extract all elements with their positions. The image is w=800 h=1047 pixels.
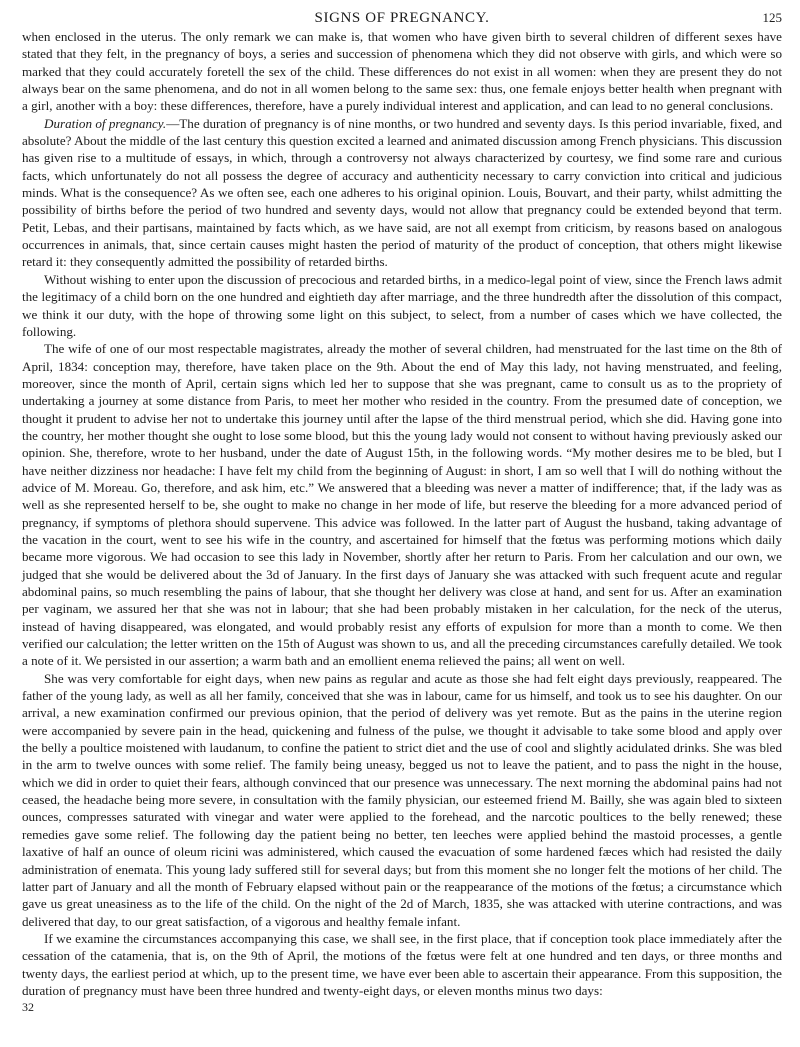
paragraph-text: She was very comfortable for eight days, when new pains as regular and acute as those she had felt eight days previously, reappeared. The father of the young lady, as well as all her family, conceived that she was in labour, came for us himself, and took us to see his daughter. On our arrival, a new examination confirmed our previous opinion, that the period of delivery was yet remote. But as the pains in the uterine region were accompanied by severe pain in the head, quickening and fulness of the pulse, we thought it advisable to take some blood and apply over the belly a poultice moistened with laudanum, to confine the patient to strict diet and the use of cool and slightly acidulated drinks. She was bled in the arm to twelve ounces with some relief. The family being uneasy, begged us not to leave the patient, and to pass the night in the house, which we did in order to quiet their fears, although convinced that our presence was unnecessary. The next morning the abdominal pains had not ceased, the headache being more severe, in consultation with the family physician, our esteemed friend M. Bailly, she was again bled to sixteen ounces, compresses saturated with vinegar and water were applied to the forehead, and the narcotic poultices to the belly renewed; these remedies gave some relief. The following day the patient being no better, ten leeches were applied behind the mastoid processes, a gentle laxative of half an ounce of oleum ricini was administered, which caused the evacuation of some hardened fæces which had resisted the daily administration of enemata. This young lady suffered still for several days; but from this moment she no longer felt the motions of her child. The latter part of January and all the month of February elapsed without pain or the reappearance of the motions of the fœtus; a circumstance which gave us great uneasiness as to the life of the child. On the night of the 2d of March, 1835, she was attacked with uterine contractions, and was delivered that day, to our great satisfaction, of a vigorous and healthy female infant. bbox=[22, 670, 782, 929]
signature-mark: 32 bbox=[22, 1000, 34, 1015]
paragraph bbox=[22, 271, 782, 340]
paragraph bbox=[22, 115, 782, 271]
paragraph-text: If we examine the circumstances accompanying this case, we shall see, in the first place, that if conception took place immediately after the cessation of the catamenia, that is, on the 9th of April, the motions of the fœtus were felt at one hundred and ten days, or three months and twenty days, the earliest period at which, up to the present time, we have ever been able to ascertain their appearance. From this supposition, the duration of pregnancy must have been three hundred and twenty-eight days, or eleven months minus two days: bbox=[22, 930, 782, 998]
paragraph bbox=[22, 28, 782, 115]
paragraph-text: The wife of one of our most respectable magistrates, already the mother of several children, had menstruated for the last time on the 8th of April, 1834: conception may, therefore, have taken place on the 9th. About the end of May this lady, not having menstruated, and feeling, moreover, since the month of April, certain signs which led her to suppose that she was pregnant, came to consult us as to the propriety of undertaking a journey at some distance from Paris, to meet her mother who resided in the country. From the presumed date of conception, we thought it prudent to advise her not to undertake this journey until after the lapse of the third menstrual period, which she did. Having gone into the country, her mother thought she ought to lose some blood, but this the young lady would not consent to without having previously asked our opinion. She, therefore, wrote to her husband, under the date of August 15th, in the following words. “My mother desires me to be bled, but I have neither dizziness nor headache: I have felt my child from the beginning of August: in short, I am so well that I will do nothing without the advice of M. Moreau. Go, therefore, and ask him, etc.” We answered that a bleeding was never a matter of indifference; that, if the lady was as well as she represented herself to be, she ought to make no change in her mode of life, but reserve the bleeding for a more advanced period of pregnancy, if symptoms of plethora should supervene. This advice was followed. In the latter part of August the husband, taking advantage of the vacation in the court, went to see his wife in the country, and ascertained for himself that the fœtus was performing motions which daily became more vigorous. We had occasion to see this lady in November, shortly after her return to Paris. From her calculation and our own, we judged that she would be delivered about the 3d of January. In the first days of January she was attacked with such frequent acute and regular abdominal pains, so much resembling the pains of labour, that she thought her delivery was close at hand, and sent for us. After an examination per vaginam, we assured her that she was not in labour; that she had been probably mistaken in her calculation, for the neck of the uterus, instead of having disappeared, was elongated, and would probably resist any efforts of expulsion for more than a month to come. We then verified our calculation; the letter written on the 15th of August was shown to us, and all the preceding circumstances carefully detailed. We took a note of it. We persisted in our assertion; a warm bath and an emollient enema relieved the pains; all went on well. bbox=[22, 341, 782, 669]
page-number: 125 bbox=[762, 10, 782, 25]
section-lead: Duration of pregnancy. bbox=[44, 115, 167, 131]
paragraph bbox=[22, 670, 782, 930]
paragraph bbox=[22, 340, 782, 670]
running-title: SIGNS OF PREGNANCY. bbox=[314, 10, 490, 26]
paragraph-text: when enclosed in the uterus. The only remark we can make is, that women who have given birth to several children of different sexes have stated that they felt, in the pregnancy of boys, a series and succession of phenomena which they did not observe with girls, and which were so marked that they could accurately foretell the sex of the child. These differences do not exist in all women: when they are present they do not always bear on the same phenomena, and do not in all women belong to the same sex: thus, one female enjoys better health when pregnant with a girl, another with a boy: these differences, therefore, have a purely individual interest and application, and can lead to no general conclusions. bbox=[22, 29, 782, 114]
paragraph-text: —The duration of pregnancy is of nine months, or two hundred and seventy days. Is this period invariable, fixed, and absolute? About the middle of the last century this question excited a learned and animated discussion among French physicians. This discussion has given rise to a multitude of essays, in which, through a controversy not always characterized by courtesy, we find some rare and curious facts, which unfortunately do not all possess the degree of accuracy and authenticity necessary to carry conviction into critical and judicious minds. What is the consequence? As we often see, each one adheres to his original opinion. Louis, Bouvart, and their party, whilst admitting the possibility of births before the period of two hundred and seventy days, would not allow that pregnancy could be extended beyond that term. Petit, Lebas, and their partisans, maintained by facts which, as we have said, are not all exempt from criticism, by reasons based on analogous occurrences in animals, that, since certain causes might hasten the period of maturity of the product of conception, that others might likewise retard it: they consequently admitted the possibility of retarded births. bbox=[22, 115, 783, 270]
paragraph-text: Without wishing to enter upon the discussion of precocious and retarded births, in a medico-legal point of view, since the French laws admit the legitimacy of a child born on the one hundred and eightieth day after marriage, and the three hundredth after the dissolution of this compact, we think it our duty, with the hope of throwing some light on this subject, to select, from a number of cases which we have collected, the following. bbox=[22, 271, 782, 339]
page-body bbox=[22, 28, 782, 1014]
paragraph bbox=[22, 930, 782, 999]
page-header bbox=[22, 8, 782, 28]
